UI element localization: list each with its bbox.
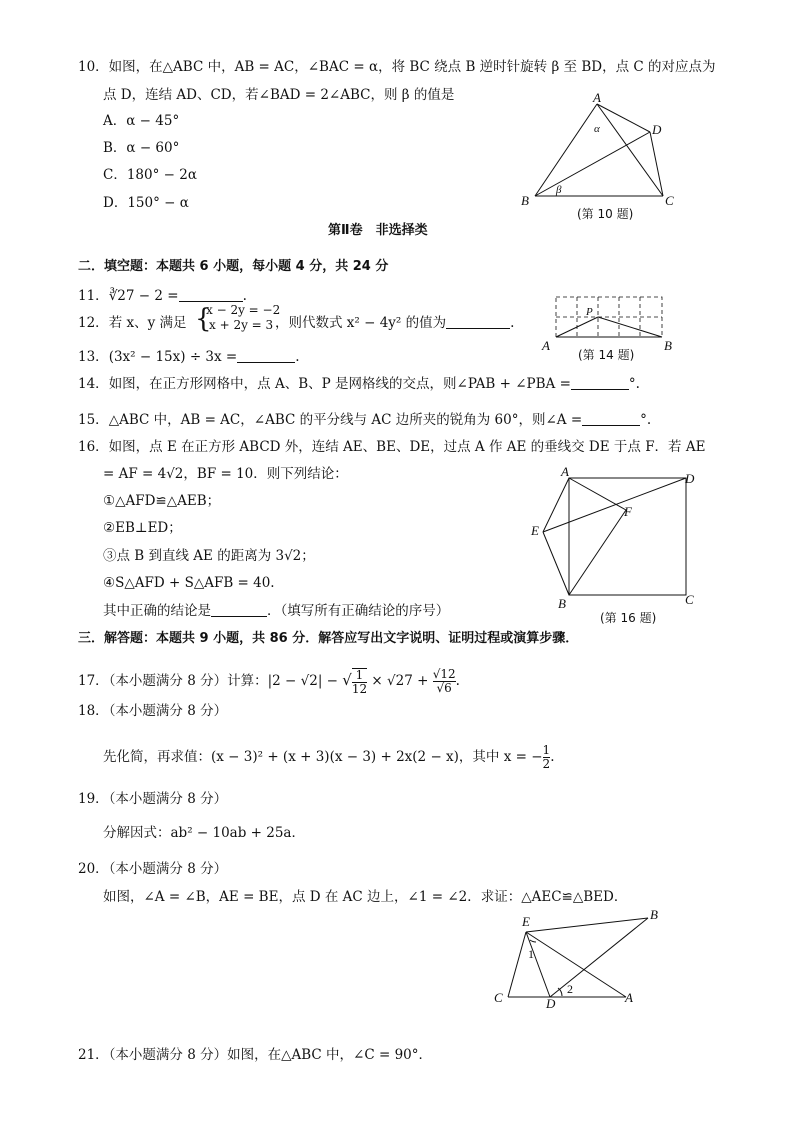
q16-label-e: E	[531, 523, 539, 538]
q11-line: 11．∛27 − 2 = .	[78, 288, 247, 304]
q10-label-c: C	[665, 193, 674, 208]
q10-line1: 10．如图，在△ABC 中，AB = AC，∠BAC = α，将 BC 绕点 B 逆时针旋转 β 至 BD，点 C 的对应点为	[78, 59, 716, 75]
q16-label-f: F	[624, 504, 632, 519]
q10-label-a: A	[593, 92, 601, 105]
q17-fraction: $\frac{1}{12}$	[351, 667, 368, 696]
q10-figure	[515, 92, 685, 222]
part3-heading: 三．解答题：本题共 9 小题，共 86 分．解答应写出文字说明、证明过程或演算步骤．	[78, 631, 579, 646]
q10-option-a: A．α − 45°	[103, 113, 180, 129]
q16-figure	[525, 464, 710, 630]
q16-label-b: B	[558, 596, 566, 611]
q18-line: 先化简，再求值：(x − 3)² + (x + 3)(x − 3) + 2x(2 − x)，其中 x = − $\frac{1}{2}$ .	[103, 743, 555, 771]
q10-option-b: B．α − 60°	[103, 140, 180, 156]
q10-caption: (第 10 题)	[577, 207, 634, 221]
q16-label-d: D	[685, 471, 695, 486]
q10-line2: 点 D，连结 AD、CD，若∠BAD = 2∠ABC，则 β 的值是	[103, 87, 455, 103]
q16-conclusion-2: ②EB⊥ED；	[103, 520, 182, 536]
q16-answer-line: 其中正确的结论是 ．（填写所有正确结论的序号）	[103, 603, 450, 619]
q10-label-b: B	[521, 193, 529, 208]
q20-label-e: E	[522, 914, 530, 929]
q16-conclusion-4: ④S△AFD + S△AFB = 40.	[103, 575, 275, 591]
q13-line: 13．(3x² − 15x) ÷ 3x = .	[78, 349, 300, 365]
q17-line: 17．（本小题满分 8 分）计算：|2 − √2| − √ $\frac{1}{12}$ × √27 + $\frac{√12}{√6}$ .	[78, 667, 460, 696]
q15-line: 15．△ABC 中，AB = AC，∠ABC 的平分线与 AC 边所夹的锐角为 60°，则∠A = °.	[78, 412, 652, 428]
q20-label-1: 1	[528, 947, 534, 961]
q19-line: 分解因式：ab² − 10ab + 25a．	[103, 825, 305, 841]
q16-conclusion-3: ③点 B 到直线 AE 的距离为 3√2；	[103, 548, 315, 564]
q10-label-alpha: α	[594, 123, 600, 135]
q20-figure	[488, 902, 673, 1012]
q12-line: 12．若 x、y 满足	[78, 315, 187, 331]
q20-label-c: C	[494, 990, 503, 1005]
q10-option-d: D．150° − α	[103, 195, 189, 211]
q14-label-b: B	[664, 338, 672, 353]
part2-heading: 二．填空题：本题共 6 小题，每小题 4 分，共 24 分	[78, 259, 389, 274]
q16-label-a: A	[561, 464, 569, 479]
q20-line: 如图，∠A = ∠B，AE = BE，点 D 在 AC 边上，∠1 = ∠2．求证：△AEC≌△BED．	[103, 889, 628, 905]
q16-label-c: C	[685, 592, 694, 607]
q19-heading: 19．（本小题满分 8 分）	[78, 791, 228, 807]
q14-caption: (第 14 题)	[578, 348, 635, 362]
q20-label-d: D	[546, 996, 556, 1011]
q17-fraction-2: $\frac{√12}{√6}$	[432, 667, 456, 695]
q16-line2: = AF = 4√2，BF = 10．则下列结论：	[103, 466, 348, 482]
q10-option-c: C．180° − 2α	[103, 167, 197, 183]
q14-label-p: P	[586, 306, 593, 318]
q20-label-2: 2	[567, 982, 573, 996]
q20-label-b: B	[650, 907, 658, 922]
q20-heading: 20．（本小题满分 8 分）	[78, 861, 228, 877]
q18-fraction: $\frac{1}{2}$	[542, 743, 551, 771]
q18-heading: 18．（本小题满分 8 分）	[78, 703, 228, 719]
q21-line: 21．（本小题满分 8 分）如图，在△ABC 中，∠C = 90°．	[78, 1047, 432, 1063]
q10-label-d: D	[652, 122, 662, 137]
q16-conclusion-1: ①△AFD≌△AEB；	[103, 493, 221, 509]
q16-caption: (第 16 题)	[600, 611, 657, 625]
q16-line1: 16．如图，点 E 在正方形 ABCD 外，连结 AE、BE、DE，过点 A 作 AE 的垂线交 DE 于点 F．若 AE	[78, 439, 706, 455]
section2-title: 第Ⅱ卷 非选择类	[328, 223, 428, 238]
q20-label-a: A	[625, 990, 633, 1005]
q12-tail: ，则代数式 x² − 4y² 的值为 .	[275, 315, 515, 331]
q14-figure	[536, 292, 686, 364]
q10-label-beta: β	[556, 184, 562, 196]
q14-line: 14．如图，在正方形网格中，点 A、B、P 是网格线的交点，则∠PAB + ∠PBA = °.	[78, 376, 640, 392]
q14-label-a: A	[542, 338, 550, 353]
